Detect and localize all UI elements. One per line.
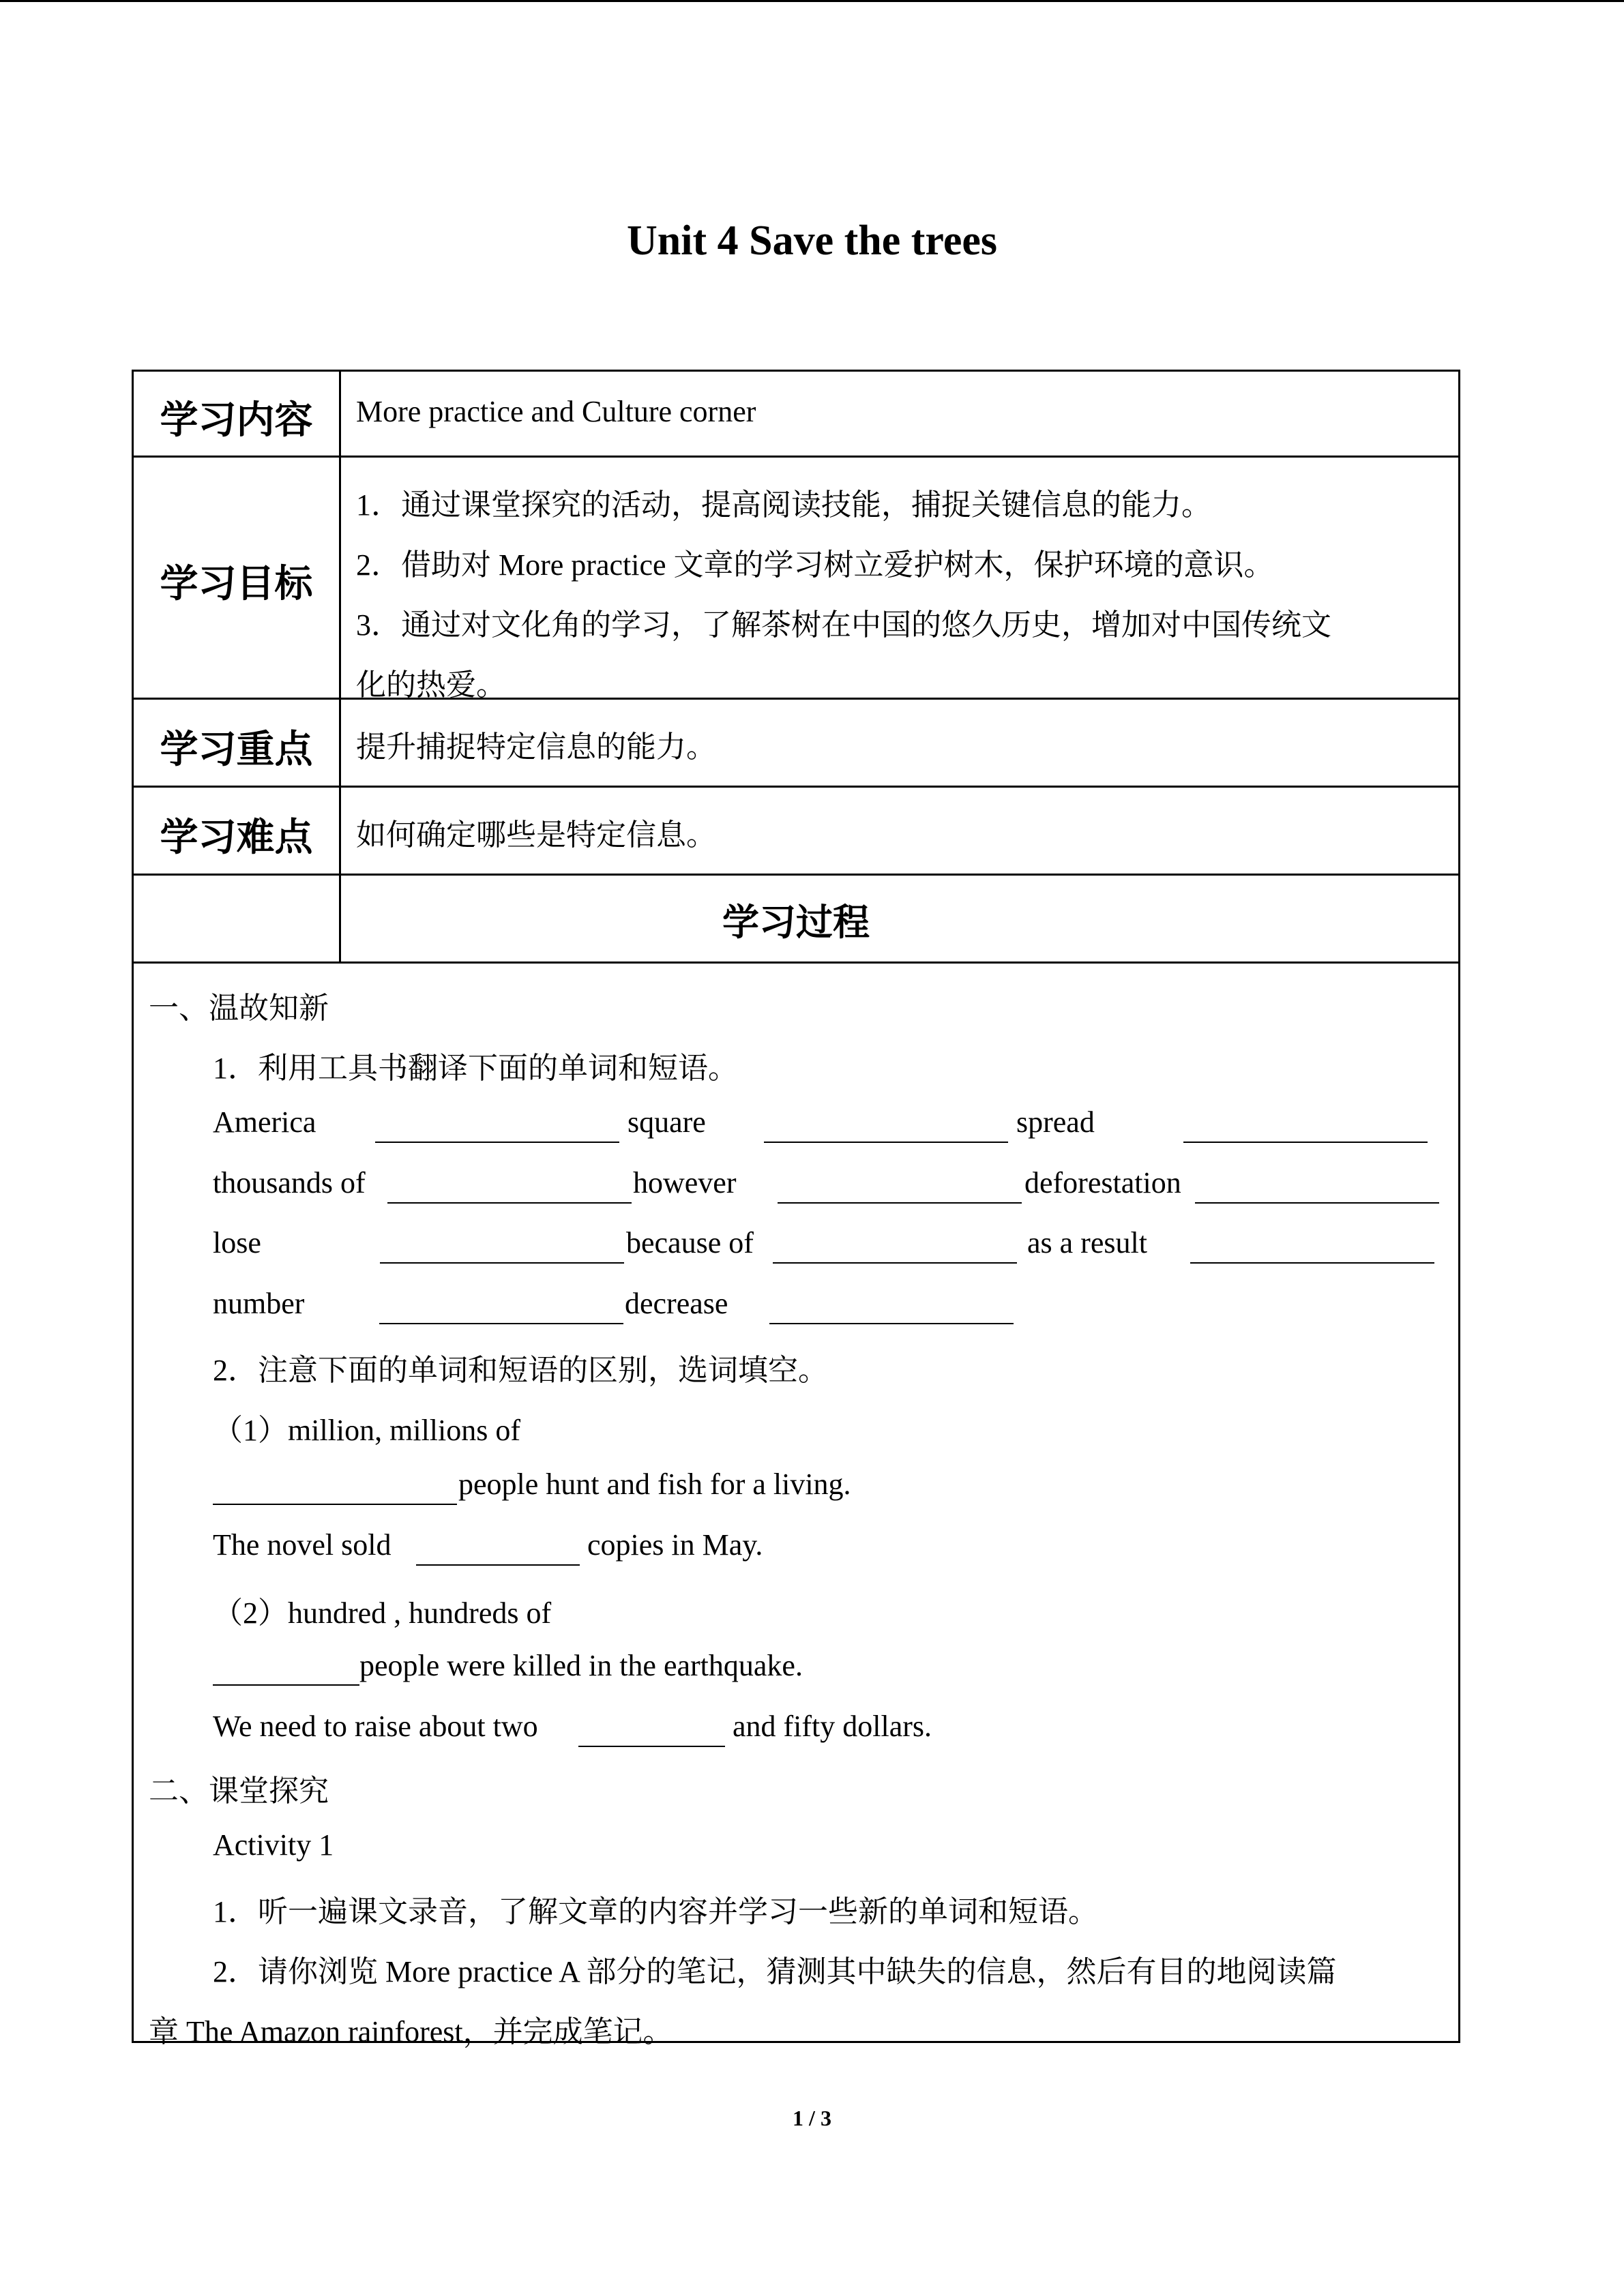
- word-square: square: [628, 1105, 706, 1139]
- word-deforestation: deforestation: [1024, 1166, 1181, 1199]
- top-border-line: [0, 0, 1624, 2]
- answer-blank[interactable]: [213, 1504, 457, 1505]
- part1-task1: 1．利用工具书翻译下面的单词和短语。: [213, 1052, 738, 1085]
- table-divider: [132, 698, 1460, 700]
- part2-step1: 1．听一遍课文录音，了解文章的内容并学习一些新的单词和短语。: [213, 1895, 1098, 1928]
- word-spread: spread: [1016, 1105, 1095, 1139]
- table-divider: [132, 874, 1460, 876]
- q2-sentence-a: people were killed in the earthquake.: [359, 1649, 803, 1682]
- answer-blank[interactable]: [213, 1684, 359, 1686]
- row-label-content: 学习内容: [160, 398, 313, 443]
- answer-blank[interactable]: [769, 1323, 1014, 1324]
- table-divider: [132, 961, 1460, 964]
- answer-blank[interactable]: [1190, 1262, 1434, 1264]
- process-section-title: 学习过程: [722, 901, 870, 944]
- table-divider: [132, 786, 1460, 788]
- answer-blank[interactable]: [416, 1564, 580, 1566]
- word-america: America: [213, 1105, 316, 1139]
- q2-sentence-b-end: and fifty dollars.: [725, 1710, 932, 1743]
- page-number: 1 / 3: [793, 2106, 831, 2130]
- answer-blank[interactable]: [764, 1142, 1008, 1143]
- part2-step2-line1: 2．请你浏览 More practice A 部分的笔记，猜测其中缺失的信息，然后有目的地阅读篇: [213, 1955, 1337, 1988]
- word-decrease: decrease: [625, 1287, 728, 1320]
- page-title: Unit 4 Save the trees: [627, 218, 997, 264]
- part1-heading: 一、温故知新: [149, 992, 329, 1025]
- answer-blank[interactable]: [773, 1262, 1017, 1264]
- activity-label: Activity 1: [213, 1828, 334, 1862]
- row-value-key-points: 提升捕捉特定信息的能力。: [356, 730, 716, 764]
- answer-blank[interactable]: [578, 1746, 725, 1747]
- q2-label: （2）hundred , hundreds of: [213, 1596, 552, 1630]
- goal-item-2: 2．借助对 More practice 文章的学习树立爱护树木，保护环境的意识。: [356, 548, 1274, 582]
- answer-blank[interactable]: [379, 1323, 623, 1324]
- q2-sentence-b-start: We need to raise about two: [213, 1710, 546, 1743]
- answer-blank[interactable]: [1195, 1202, 1439, 1204]
- word-as-a-result: as a result: [1027, 1226, 1147, 1259]
- answer-blank[interactable]: [1183, 1142, 1428, 1143]
- answer-blank[interactable]: [375, 1142, 619, 1143]
- q1-sentence-b-end: copies in May.: [580, 1528, 763, 1562]
- q1-label: （1）million, millions of: [213, 1414, 521, 1447]
- goal-item-3-cont: 化的热爱。: [356, 668, 506, 702]
- q1-sentence-b-start: The novel sold: [213, 1528, 399, 1562]
- row-label-difficulties: 学习难点: [160, 816, 313, 860]
- part2-heading: 二、课堂探究: [149, 1774, 329, 1808]
- q1-sentence-a: people hunt and fish for a living.: [458, 1467, 851, 1501]
- word-lose: lose: [213, 1226, 261, 1259]
- word-number: number: [213, 1287, 305, 1320]
- answer-blank[interactable]: [380, 1262, 624, 1264]
- answer-blank[interactable]: [778, 1202, 1022, 1204]
- part2-step2-line2: 章 The Amazon rainforest，并完成笔记。: [149, 2015, 673, 2048]
- row-value-difficulties: 如何确定哪些是特定信息。: [356, 818, 716, 852]
- row-label-goals: 学习目标: [160, 562, 313, 606]
- row-label-key-points: 学习重点: [160, 728, 313, 772]
- goal-item-1: 1．通过课堂探究的活动，提高阅读技能，捕捉关键信息的能力。: [356, 488, 1211, 522]
- part1-task2: 2．注意下面的单词和短语的区别，选词填空。: [213, 1354, 828, 1387]
- word-thousands-of: thousands of: [213, 1166, 366, 1199]
- goal-item-3: 3．通过对文化角的学习，了解茶树在中国的悠久历史，增加对中国传统文: [356, 608, 1331, 642]
- label-column-divider: [339, 370, 341, 961]
- answer-blank[interactable]: [387, 1202, 632, 1204]
- row-value-content: More practice and Culture corner: [356, 395, 756, 428]
- table-divider: [132, 456, 1460, 458]
- word-however: however: [633, 1166, 737, 1199]
- word-because-of: because of: [626, 1226, 754, 1259]
